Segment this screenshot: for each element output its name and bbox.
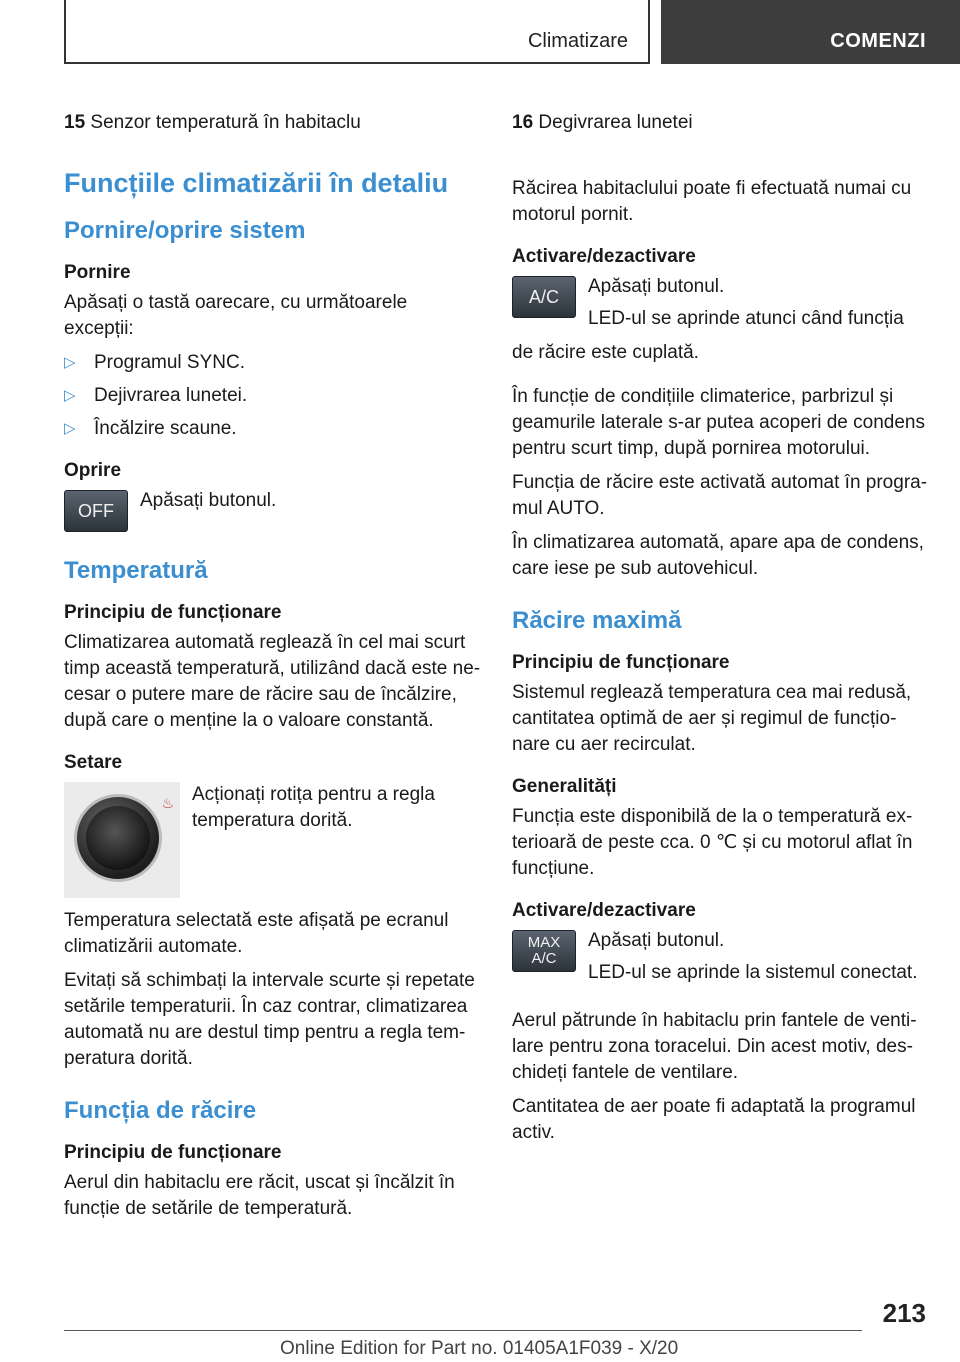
caption-number: 15 bbox=[64, 112, 86, 133]
ac-button-image: A/C bbox=[512, 276, 576, 318]
main-heading: Funcțiile climatizării în detaliu bbox=[64, 168, 449, 198]
off-button-image: OFF bbox=[64, 490, 128, 532]
oprire-text: Apăsați butonul. bbox=[140, 490, 277, 511]
max-line-1: Apăsați butonul. bbox=[588, 930, 725, 951]
subheading-oprire: Oprire bbox=[64, 460, 122, 481]
off-button-row bbox=[64, 488, 482, 532]
right-para-3: În climatizarea automată, apare apa de condens, care iese pe sub autovehicul. bbox=[512, 532, 924, 579]
heading-functia-racire: Funcția de răcire bbox=[64, 1097, 257, 1124]
subheading-setare: Setare bbox=[64, 752, 123, 773]
header-box bbox=[64, 0, 650, 64]
heading-racire-maxima: Răcire maximă bbox=[512, 607, 682, 634]
figure-caption-16 bbox=[512, 110, 930, 136]
footer-edition: Online Edition for Part no. 01405A1F039 - X/20 bbox=[280, 1338, 679, 1359]
racire-intro: Răcirea habitaclului poate fi efectuată numai cu motorul pornit. bbox=[512, 178, 912, 225]
list-item: ▷ Dejivrarea lunetei. bbox=[64, 383, 482, 409]
caption-text: Senzor temperatură în habitaclu bbox=[85, 112, 361, 133]
triangle-bullet-icon: ▷ bbox=[64, 354, 76, 371]
heading-pornire-oprire: Pornire/oprire sistem bbox=[64, 217, 306, 244]
list-item: ▷ Programul SYNC. bbox=[64, 350, 482, 376]
max-ac-button-image: MAX A/C bbox=[512, 930, 576, 972]
principiu-text: Climatizarea automată reglează în cel mai scurt timp această temperatură, utilizând dacă este ne-cesar o putere mare de răcire sau de încălzire, după care o menține la o valoare constantă. bbox=[64, 632, 481, 731]
racire-text: Aerul din habitaclu ere răcit, uscat și încălzit în funcție de setările de temperatură. bbox=[64, 1172, 455, 1219]
triangle-bullet-icon: ▷ bbox=[64, 420, 76, 437]
max-ac-button-row bbox=[512, 928, 930, 992]
list-item: ▷ Încălzire scaune. bbox=[64, 416, 482, 442]
ac-line-1: Apăsați butonul. bbox=[588, 276, 725, 297]
section-title: Climatizare bbox=[527, 30, 628, 52]
max-line-2: LED-ul se aprinde la sistemul conectat. bbox=[588, 962, 918, 983]
left-column bbox=[64, 110, 482, 1230]
knob-center bbox=[86, 806, 150, 870]
right-para-2: Funcția de răcire este activată automat în progra-mul AUTO. bbox=[512, 472, 928, 519]
right-para-1: În funcție de condițiile climaterice, parbrizul și geamurile laterale s-ar putea acoperi de condens pentru scurt timp, după pornirea motorului. bbox=[512, 386, 925, 459]
subheading-activare-max: Activare/dezactivare bbox=[512, 900, 696, 921]
chapter-tab-label: COMENZI bbox=[830, 30, 926, 52]
heading-temperatura: Temperatură bbox=[64, 557, 208, 584]
max-para-2: Cantitatea de aer poate fi adaptată la programul activ. bbox=[512, 1096, 916, 1143]
setare-text: Acționați rotița pentru a regla temperatura dorită. bbox=[192, 784, 435, 831]
page-number: 213 bbox=[882, 1298, 926, 1328]
exceptions-list bbox=[64, 350, 482, 442]
heat-waves-icon: ♨ bbox=[161, 795, 174, 811]
temp-para-2: Evitați să schimbați la intervale scurte și repetate setările temperaturii. În caz contrar, climatizarea automată nu are destul timp pentru a regla tem-peratura dorită. bbox=[64, 970, 475, 1069]
subheading-principiu-racire: Principiu de funcționare bbox=[64, 1142, 282, 1163]
right-column bbox=[512, 110, 930, 1154]
subheading-pornire: Pornire bbox=[64, 262, 131, 283]
ac-line-2: LED-ul se aprinde atunci când funcția bbox=[588, 308, 904, 329]
subheading-principiu-max: Principiu de funcționare bbox=[512, 652, 730, 673]
caption-text: Degivrarea lunetei bbox=[533, 112, 693, 133]
subheading-activare: Activare/dezactivare bbox=[512, 246, 696, 267]
triangle-bullet-icon: ▷ bbox=[64, 387, 76, 404]
temp-para-1: Temperatura selectată este afișată pe ecranul climatizării automate. bbox=[64, 910, 449, 957]
knob-row bbox=[64, 782, 482, 898]
ac-button-row bbox=[512, 274, 930, 338]
subheading-generalitati: Generalități bbox=[512, 776, 617, 797]
subheading-principiu: Principiu de funcționare bbox=[64, 602, 282, 623]
generalitati-text: Funcția este disponibilă de la o temperatură ex-terioară de peste cca. 0 ℃ și cu motorul aflat în funcțiune. bbox=[512, 806, 913, 879]
caption-number: 16 bbox=[512, 112, 534, 133]
footer-rule bbox=[64, 1330, 862, 1331]
ac-line-2-continued: de răcire este cuplată. bbox=[512, 342, 699, 363]
figure-caption-15 bbox=[64, 110, 482, 136]
chapter-tab bbox=[661, 0, 960, 64]
max-para-1: Aerul pătrunde în habitaclu prin fantele de venti-lare pentru zona toracelui. Din acest motiv, des-chideți fantele de ventilare. bbox=[512, 1010, 917, 1083]
pornire-text: Apăsați o tastă oarecare, cu următoarele excepții: bbox=[64, 292, 408, 339]
temperature-knob-image bbox=[64, 782, 180, 898]
principiu-max-text: Sistemul reglează temperatura cea mai redusă, cantitatea optimă de aer și regimul de funcțio-nare cu aer recirculat. bbox=[512, 682, 912, 755]
